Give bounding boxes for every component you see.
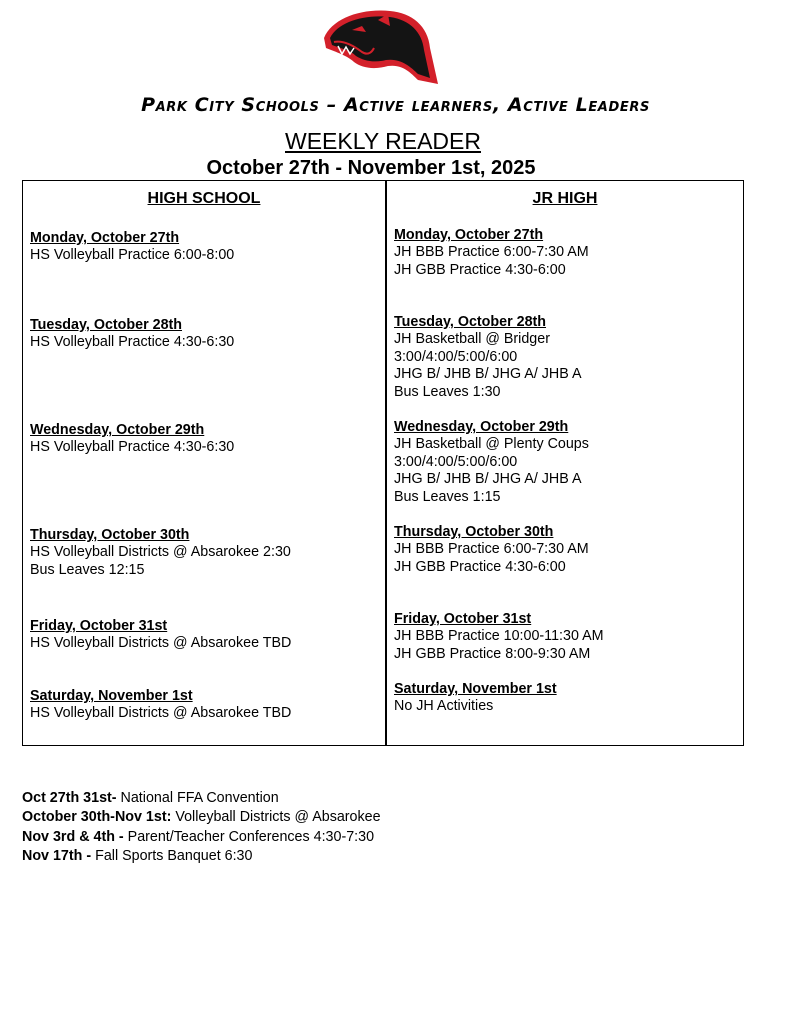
day-title: Friday, October 31st [394,611,532,627]
day-title: Thursday, October 30th [394,524,554,540]
jh-day-saturday [394,681,737,716]
event-line: 3:00/4:00/5:00/6:00 [394,453,518,470]
event-line: No JH Activities [394,698,494,715]
note-item [22,808,381,827]
jh-day-friday [394,611,737,663]
event-line: Bus Leaves 1:15 [394,488,501,505]
day-title: Wednesday, October 29th [30,422,205,438]
note-date: Nov 17th - [22,847,92,864]
hs-day-wednesday [30,422,379,457]
note-text: Parent/Teacher Conferences 4:30-7:30 [123,828,375,845]
note-item [22,828,381,847]
day-title: Saturday, November 1st [30,688,193,704]
event-line: HS Volleyball Practice 4:30-6:30 [30,439,235,456]
event-line: JH GBB Practice 4:30-6:00 [394,558,566,575]
event-line: JH Basketball @ Bridger [394,331,550,348]
high-school-column [23,181,385,745]
date-range: October 27th - November 1st, 2025 [206,157,536,179]
note-text: Volleyball Districts @ Absarokee [171,809,381,826]
day-title: Tuesday, October 28th [30,317,183,333]
panther-logo-icon [318,8,440,86]
event-line: JH GBB Practice 8:00-9:30 AM [394,645,591,662]
event-line: Bus Leaves 1:30 [394,383,501,400]
schedule-table [22,180,744,746]
note-text: National FFA Convention [116,790,279,806]
note-text: Fall Sports Banquet 6:30 [91,847,253,864]
page-title: WEEKLY READER [285,128,481,154]
event-line: HS Volleyball Practice 4:30-6:30 [30,334,235,351]
jh-day-monday [394,227,737,279]
hs-day-friday [30,618,379,653]
event-line: HS Volleyball Districts @ Absarokee 2:30 [30,544,291,561]
note-date: October 30th-Nov 1st: [22,809,172,826]
jh-day-wednesday [394,419,737,506]
event-line: Bus Leaves 12:15 [30,561,145,578]
upcoming-events [22,789,381,866]
note-date: Oct 27th 31st- [22,790,117,806]
day-title: Saturday, November 1st [394,681,557,697]
event-line: JH BBB Practice 10:00-11:30 AM [394,628,604,645]
day-title: Wednesday, October 29th [394,419,569,435]
day-title: Monday, October 27th [394,227,544,243]
school-slogan: Park City Schools – Active learners, Active Leaders [141,94,650,116]
day-title: Monday, October 27th [30,230,180,246]
event-line: HS Volleyball Practice 6:00-8:00 [30,247,235,264]
jh-day-thursday [394,524,737,576]
event-line: JH BBB Practice 6:00-7:30 AM [394,244,589,261]
hs-day-saturday [30,688,379,723]
jr-high-heading: JR HIGH [532,190,598,207]
event-line: JH Basketball @ Plenty Coups [394,436,589,453]
hs-day-tuesday [30,317,379,352]
high-school-heading: HIGH SCHOOL [147,190,261,207]
day-title: Tuesday, October 28th [394,314,547,330]
event-line: JH GBB Practice 4:30-6:00 [394,261,566,278]
event-line: HS Volleyball Districts @ Absarokee TBD [30,705,292,722]
day-title: Thursday, October 30th [30,527,190,543]
note-date: Nov 3rd & 4th - [22,828,124,845]
hs-day-monday [30,230,379,265]
jh-day-tuesday [394,314,737,401]
hs-day-thursday [30,527,379,579]
note-item [22,789,381,808]
event-line: JHG B/ JHB B/ JHG A/ JHB A [394,471,582,488]
event-line: 3:00/4:00/5:00/6:00 [394,348,518,365]
note-item [22,847,381,866]
event-line: JH BBB Practice 6:00-7:30 AM [394,541,589,558]
event-line: HS Volleyball Districts @ Absarokee TBD [30,635,292,652]
jr-high-column [387,181,743,745]
day-title: Friday, October 31st [30,618,168,634]
event-line: JHG B/ JHB B/ JHG A/ JHB A [394,366,582,383]
